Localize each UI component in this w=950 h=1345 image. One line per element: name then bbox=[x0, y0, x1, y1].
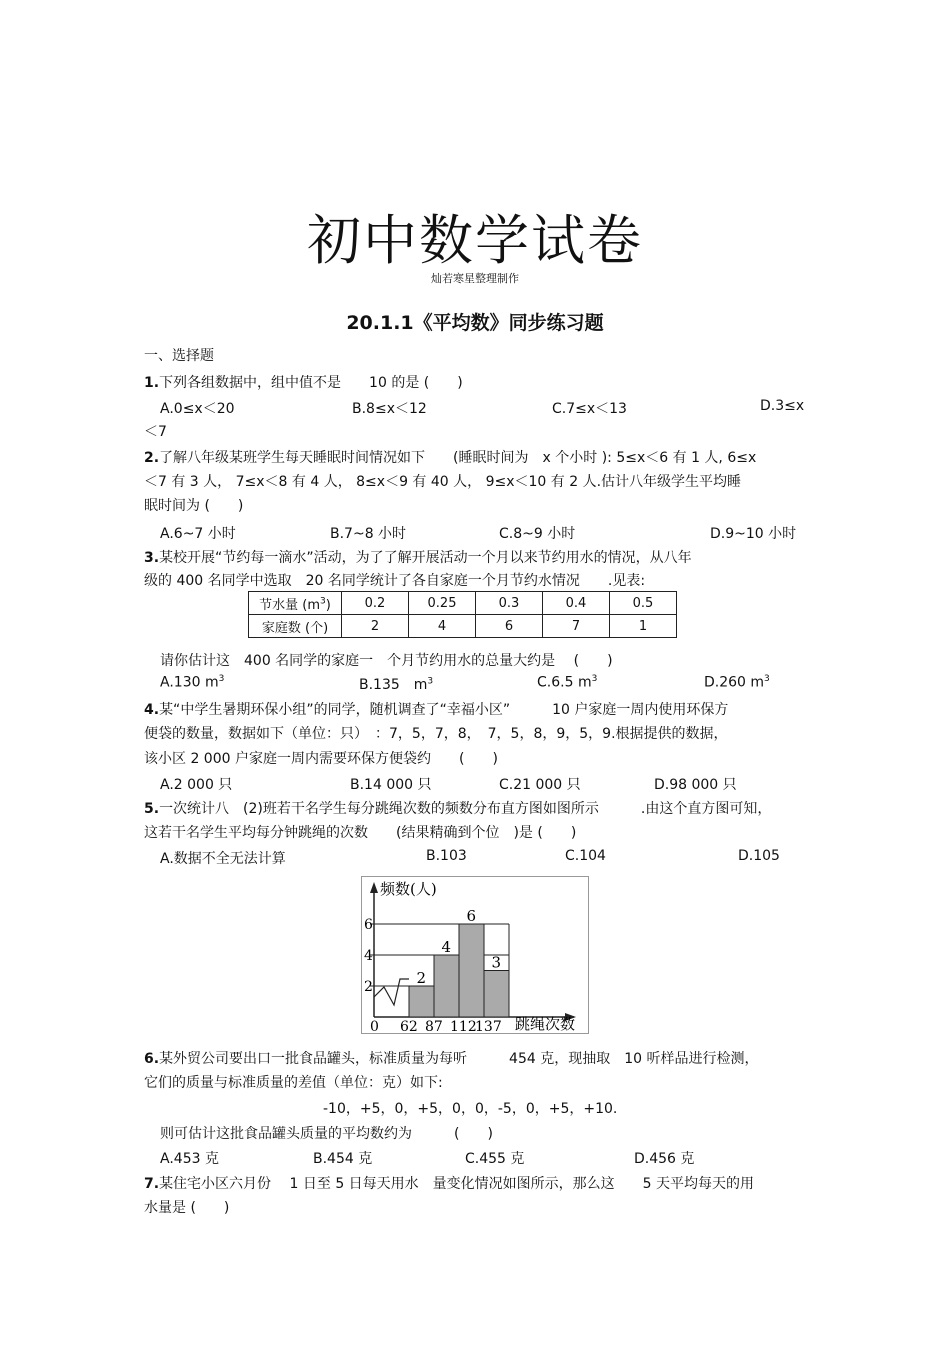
q2-option-a: A.6~7 小时 bbox=[160, 526, 236, 542]
histogram-bar bbox=[409, 986, 434, 1017]
q4-option-a: A.2 000 只 bbox=[160, 777, 233, 793]
question-stem: 下列各组数据中，组中值不是 10 的是 ( ) bbox=[159, 375, 463, 391]
question-3-line2: 级的 400 名同学中选取 20 名同学统计了各自家庭一个月节约水情况 .见表: bbox=[144, 573, 646, 589]
q5-option-d: D.105 bbox=[738, 848, 780, 864]
question-4-line3: 该小区 2 000 户家庭一周内需要环保方便袋约 ( ) bbox=[144, 751, 498, 767]
question-2-line2: ＜7 有 3 人， 7≤x＜8 有 4 人， 8≤x＜9 有 40 人， 9≤x＜10 有 2 人.估计八年级学生平均睡 bbox=[144, 474, 742, 490]
table-cell: 4 bbox=[409, 615, 476, 638]
q4-option-c: C.21 000 只 bbox=[499, 777, 581, 793]
q6-option-b: B.454 克 bbox=[313, 1151, 373, 1167]
table-cell: 0.3 bbox=[476, 592, 543, 615]
q3-option-a bbox=[160, 674, 224, 691]
q6-option-a: A.453 克 bbox=[160, 1151, 219, 1167]
question-5-line2: 这若干名学生平均每分钟跳绳的次数 (结果精确到个位 )是 ( ) bbox=[144, 825, 577, 841]
axis-break-icon bbox=[374, 979, 409, 1005]
table-row bbox=[249, 615, 677, 638]
question-1 bbox=[144, 372, 463, 392]
page-title: 初中数学试卷 bbox=[307, 209, 643, 272]
x-axis-label: 跳绳次数 bbox=[515, 1015, 576, 1033]
question-3 bbox=[144, 547, 692, 567]
q4-option-d: D.98 000 只 bbox=[654, 777, 737, 793]
question-6-data: -10，+5，0，+5，0，0，-5，0，+5，+10. bbox=[323, 1101, 618, 1117]
table-header-cell bbox=[249, 592, 342, 615]
question-number: 1. bbox=[144, 375, 160, 391]
q1-option-d: D.3≤x bbox=[760, 398, 805, 414]
y-tick-label: 2 bbox=[364, 979, 373, 995]
table-cell: 0.4 bbox=[543, 592, 610, 615]
histogram-svg bbox=[362, 877, 588, 1033]
table-cell: 2 bbox=[342, 615, 409, 638]
histogram-bar bbox=[434, 955, 459, 1017]
q1-option-c: C.7≤x＜13 bbox=[552, 401, 627, 417]
water-saving-table bbox=[248, 591, 677, 638]
question-6-line3: 则可估计这批食品罐头质量的平均数约为 ( ) bbox=[160, 1126, 493, 1142]
q5-option-c: C.104 bbox=[565, 848, 606, 864]
q3-option-c bbox=[537, 674, 597, 691]
superscript: 3 bbox=[320, 596, 326, 607]
question-number: 7. bbox=[144, 1176, 160, 1192]
bar-data-label: 4 bbox=[441, 938, 452, 956]
question-number: 4. bbox=[144, 702, 160, 718]
superscript: 3 bbox=[427, 676, 434, 687]
option-text: C.6.5 m bbox=[537, 674, 592, 691]
q2-option-c: C.8~9 小时 bbox=[499, 526, 576, 542]
histogram-figure bbox=[361, 876, 589, 1034]
bar-data-label: 6 bbox=[466, 907, 477, 925]
bar-data-label: 2 bbox=[416, 969, 427, 987]
y-axis-arrow bbox=[370, 882, 378, 893]
table-cell: 7 bbox=[543, 615, 610, 638]
option-text: A.130 m bbox=[160, 674, 219, 691]
q1-option-a: A.0≤x＜20 bbox=[160, 401, 235, 417]
x-tick-label: 112 bbox=[450, 1019, 477, 1033]
q2-option-b: B.7~8 小时 bbox=[330, 526, 407, 542]
histogram-bar bbox=[484, 971, 509, 1018]
question-4-line2: 便袋的数量，数据如下（单位：只） ：7，5，7，8， 7，5，8，9，5，9.根据提供的数据， bbox=[144, 726, 728, 742]
y-tick-label: 6 bbox=[364, 917, 373, 933]
question-number: 6. bbox=[144, 1051, 160, 1067]
histogram-bar bbox=[459, 924, 484, 1017]
table-cell: 0.25 bbox=[409, 592, 476, 615]
question-stem: 某校开展“节约每一滴水”活动，为了了解开展活动一个月以来节约用水的情况，从八年 bbox=[159, 550, 692, 566]
question-stem: 某住宅小区六月份 1 日至 5 日每天用水 量变化情况如图所示，那么这 5 天平均每天的用 bbox=[159, 1176, 755, 1192]
question-6-line2: 它们的质量与标准质量的差值（单位：克）如下: bbox=[144, 1075, 443, 1091]
q5-option-b: B.103 bbox=[426, 848, 467, 864]
option-text: B.135 m bbox=[359, 677, 428, 693]
option-text: D.260 m bbox=[704, 674, 765, 691]
bar-data-label: 3 bbox=[491, 953, 502, 972]
q4-option-b: B.14 000 只 bbox=[350, 777, 432, 793]
page-subtitle: 灿若寒星整理制作 bbox=[431, 272, 519, 285]
question-7 bbox=[144, 1173, 754, 1193]
x-tick-label: 62 bbox=[400, 1019, 418, 1033]
superscript: 3 bbox=[591, 674, 598, 684]
question-3-line3: 请你估计这 400 名同学的家庭一 个月节约用水的总量大约是 ( ) bbox=[160, 653, 613, 669]
question-2 bbox=[144, 447, 756, 467]
section-label: 一、选择题 bbox=[144, 348, 214, 364]
q3-option-d bbox=[704, 674, 770, 691]
question-stem: 某“中学生暑期环保小组”的同学，随机调查了“幸福小区” 10 户家庭一周内使用环保方 bbox=[159, 702, 729, 718]
table-row bbox=[249, 592, 677, 615]
x-tick-label: 87 bbox=[425, 1019, 443, 1033]
question-4 bbox=[144, 699, 728, 719]
table-cell: 0.5 bbox=[610, 592, 677, 615]
question-2-line3: 眠时间为 ( ) bbox=[144, 498, 244, 514]
q6-option-c: C.455 克 bbox=[465, 1151, 525, 1167]
table-cell: 0.2 bbox=[342, 592, 409, 615]
table-header-cell: 家庭数 (个) bbox=[249, 615, 342, 638]
q5-option-a: A.数据不全无法计算 bbox=[160, 851, 286, 867]
q6-option-d: D.456 克 bbox=[634, 1151, 695, 1167]
y-tick-label: 4 bbox=[364, 948, 373, 964]
question-5 bbox=[144, 798, 771, 818]
question-number: 2. bbox=[144, 450, 160, 466]
exercise-heading: 20.1.1《平均数》同步练习题 bbox=[346, 312, 604, 334]
question-7-line2: 水量是 ( ) bbox=[144, 1200, 230, 1216]
table-cell: 1 bbox=[610, 615, 677, 638]
question-stem: 一次统计八 (2)班若干名学生每分跳绳次数的频数分布直方图如图所示 .由这个直方图可知， bbox=[159, 801, 772, 817]
x-tick-label: 137 bbox=[475, 1019, 502, 1033]
superscript: 3 bbox=[764, 674, 770, 684]
row-label-end: ) bbox=[325, 597, 331, 613]
question-number: 3. bbox=[144, 550, 160, 566]
q3-option-b bbox=[359, 674, 433, 694]
row-label: 节水量 (m bbox=[259, 597, 321, 613]
question-number: 5. bbox=[144, 801, 160, 817]
q1-option-b: B.8≤x＜12 bbox=[352, 401, 427, 417]
q1-option-d-cont: ＜7 bbox=[144, 424, 167, 440]
question-stem: 某外贸公司要出口一批食品罐头，标准质量为每听 454 克，现抽取 10 听样品进行检测， bbox=[159, 1051, 759, 1067]
q2-option-d: D.9~10 小时 bbox=[710, 526, 797, 542]
superscript: 3 bbox=[218, 674, 225, 684]
table-cell: 6 bbox=[476, 615, 543, 638]
x-tick-label: 0 bbox=[370, 1019, 379, 1033]
y-axis-label: 频数(人) bbox=[380, 880, 437, 898]
question-stem: 了解八年级某班学生每天睡眠时间情况如下 (睡眠时间为 x 个小时 ): 5≤x＜6 有 1 人, 6≤x bbox=[159, 450, 757, 466]
question-6 bbox=[144, 1048, 759, 1068]
